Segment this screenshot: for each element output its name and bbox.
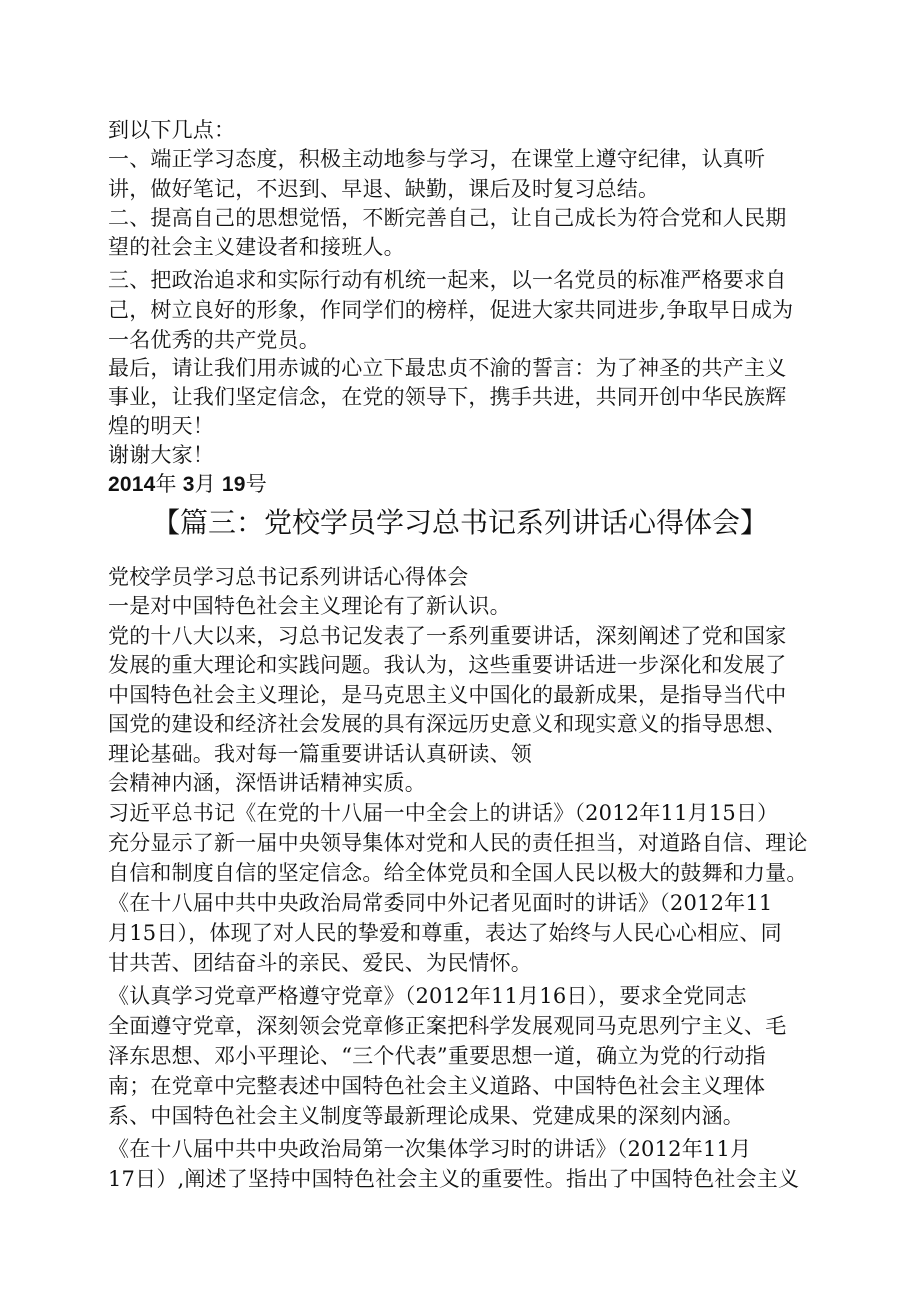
text-line: 发展的重大理论和实践问题。我认为，这些重要讲话进一步深化和发展了: [108, 653, 787, 677]
text-line: 自信和制度自信的坚定信念。给全体党员和全国人民以极大的鼓舞和力量。: [108, 861, 808, 885]
text-line: 《在十八届中共中央政治局第一次集体学习时的讲话》（2012年11月: [108, 1137, 752, 1161]
section-heading: 【篇三：党校学员学习总书记系列讲话心得体会】: [151, 506, 768, 539]
text-line: 会精神内涵，深悟讲话精神实质。: [108, 771, 426, 795]
text-line: 理论基础。我对每一篇重要讲话认真研读、领: [108, 742, 532, 766]
text-line: 充分显示了新一届中央领导集体对党和人民的责任担当，对道路自信、理论: [108, 831, 808, 855]
text-line: 国党的建设和经济社会发展的具有深远历史意义和现实意义的指导思想、: [108, 712, 787, 736]
date-month-unit: 月: [194, 472, 216, 496]
text-line: 煌的明天！: [108, 414, 214, 438]
text-line: 甘共苦、团结奋斗的亲民、爱民、为民情怀。: [108, 951, 532, 975]
text-line: 三、把政治追求和实际行动有机统一起来，以一名党员的标准严格要求自: [108, 268, 787, 292]
text-line: 事业，让我们坚定信念，在党的领导下，携手共进，共同开创中华民族辉: [108, 385, 787, 409]
text-line: 党校学员学习总书记系列讲话心得体会: [108, 565, 469, 589]
text-line: 《认真学习党章严格遵守党章》（2012年11月16日），要求全党同志: [108, 984, 747, 1008]
text-line: 二、提高自己的思想觉悟，不断完善自己，让自己成长为符合党和人民期: [108, 206, 787, 230]
date-month: 3: [182, 473, 195, 496]
text-line: 习近平总书记《在党的十八届一中全会上的讲话》（2012年11月15日）: [108, 801, 779, 825]
text-line: 己，树立良好的形象，作同学们的榜样，促进大家共同进步,争取早日成为: [108, 298, 794, 322]
text-line: 南；在党章中完整表述中国特色社会主义道路、中国特色社会主义理体: [108, 1074, 766, 1098]
text-line: 《在十八届中共中央政治局常委同中外记者见面时的讲话》（2012年11: [108, 891, 773, 915]
text-line: 最后，请让我们用赤诚的心立下最忠贞不渝的誓言：为了神圣的共产主义: [108, 356, 787, 380]
text-line: 望的社会主义建设者和接班人。: [108, 235, 405, 259]
date-year: 2014: [108, 473, 156, 496]
text-line: 泽东思想、邓小平理论、“三个代表”重要思想一道，确立为党的行动指: [108, 1044, 766, 1068]
text-line: 讲，做好笔记，不迟到、早退、缺勤，课后及时复习总结。: [108, 177, 660, 201]
text-line: 中国特色社会主义理论，是马克思主义中国化的最新成果，是指导当代中: [108, 683, 787, 707]
text-line: 一、端正学习态度，积极主动地参与学习，在课堂上遵守纪律，认真听: [108, 147, 766, 171]
text-line: 一是对中国特色社会主义理论有了新认识。: [108, 594, 511, 618]
date-day: 19: [221, 473, 246, 496]
date-year-unit: 年: [155, 472, 177, 496]
date-day-unit: 号: [245, 472, 267, 496]
text-line: 党的十八大以来，习总书记发表了一系列重要讲话，深刻阐述了党和国家: [108, 624, 787, 648]
text-line: 系、中国特色社会主义制度等最新理论成果、党建成果的深刻内涵。: [108, 1104, 744, 1128]
text-line: 到以下几点：: [108, 118, 236, 142]
text-line: 全面遵守党章，深刻领会党章修正案把科学发展观同马克思列宁主义、毛: [108, 1014, 787, 1038]
text-line: 一名优秀的共产党员。: [108, 328, 320, 352]
date-line: [108, 470, 267, 499]
text-line: 谢谢大家！: [108, 443, 214, 467]
text-line: 月15日），体现了对人民的挚爱和尊重，表达了始终与人民心心相应、同: [108, 921, 782, 945]
text-line: 17日）,阐述了坚持中国特色社会主义的重要性。指出了中国特色社会主义: [108, 1167, 800, 1191]
